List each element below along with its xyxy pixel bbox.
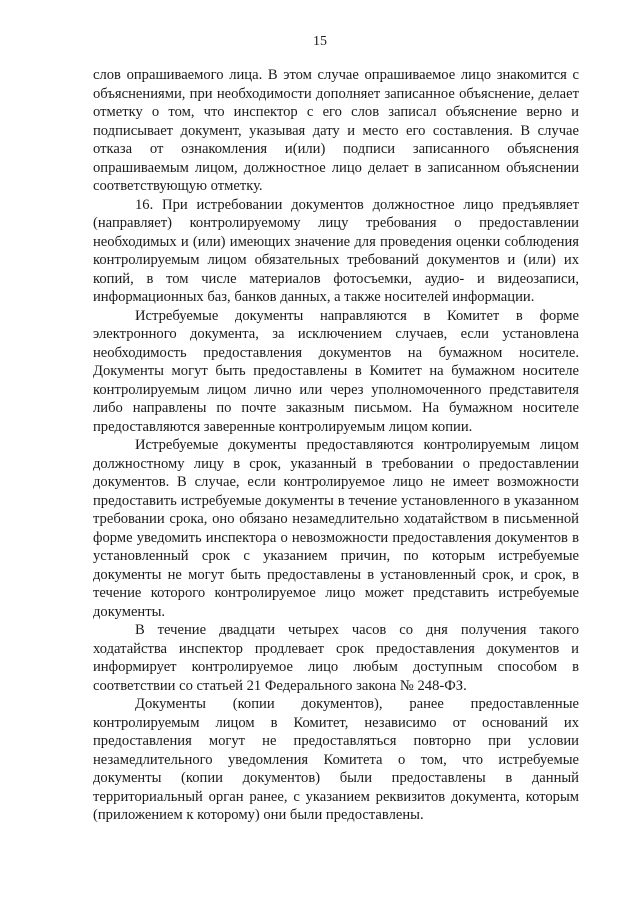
- paragraph-deadline-extension: В течение двадцати четырех часов со дня получения такого ходатайства инспектор продлевает срок предоставления документов и информирует контролируемое лицо любым доступным способом в соответствии со статьей 21 Федерального закона № 248-ФЗ.: [93, 622, 579, 694]
- paragraph-item-16: 16. При истребовании документов должностное лицо предъявляет (направляет) контролируемому лицу требования о предоставлении необходимых и (или) имеющих значение для проведения оценки соблюдения контролируемым лицом обязательных требований документов и (или) их копий, в том числе материалов фотосъемки, аудио- и видеозаписи, информационных баз, банков данных, а также носителей информации.: [93, 196, 579, 305]
- paragraph-continuation: слов опрашиваемого лица. В этом случае опрашиваемое лицо знакомится с объяснениями, при необходимости дополняет записанное объяснение, делает отметку о том, что инспектор с его слов записал объяснение верно и подписывает документ, указывая дату и место его составления. В случае отказа от ознакомления и(или) подписи записанного объяснения опрашиваемым лицом, должностное лицо делает в записанном объяснении соответствующую отметку.: [93, 67, 579, 194]
- document-body: [93, 66, 579, 825]
- paragraph-document-delivery: Истребуемые документы направляются в Комитет в форме электронного документа, за исключением случаев, если установлена необходимость предоставления документов на бумажном носителе. Документы могут быть предоставлены в Комитет на бумажном носителе контролируемым лицом лично или через уполномоченного представителя либо направлены по почте заказным письмом. На бумажном носителе предоставляются заверенные контролируемым лицом копии.: [93, 307, 579, 435]
- paragraph-document-deadline: Истребуемые документы предоставляются контролируемым лицом должностному лицу в срок, указанный в требовании о предоставлении документов. В случае, если контролируемое лицо не имеет возможности предоставить истребуемые документы в течение установленного в указанном требовании срока, оно обязано незамедлительно ходатайством в письменной форме уведомить инспектора о невозможности предоставления документов в установленный срок с указанием причин, по которым истребуемые документы не могут быть предоставлены в установленный срок, и срок, в течение которого контролируемое лицо может представить истребуемые документы.: [93, 437, 579, 620]
- page-number: 15: [313, 34, 327, 49]
- paragraph-previously-submitted: Документы (копии документов), ранее предоставленные контролируемым лицом в Комитет, независимо от оснований их предоставления могут не предоставляться повторно при условии незамедлительного уведомления Комитета о том, что истребуемые документы (копии документов) были предоставлены в данный территориальный орган ранее, с указанием реквизитов документа, которым (приложением к которому) они были предоставлены.: [93, 696, 579, 823]
